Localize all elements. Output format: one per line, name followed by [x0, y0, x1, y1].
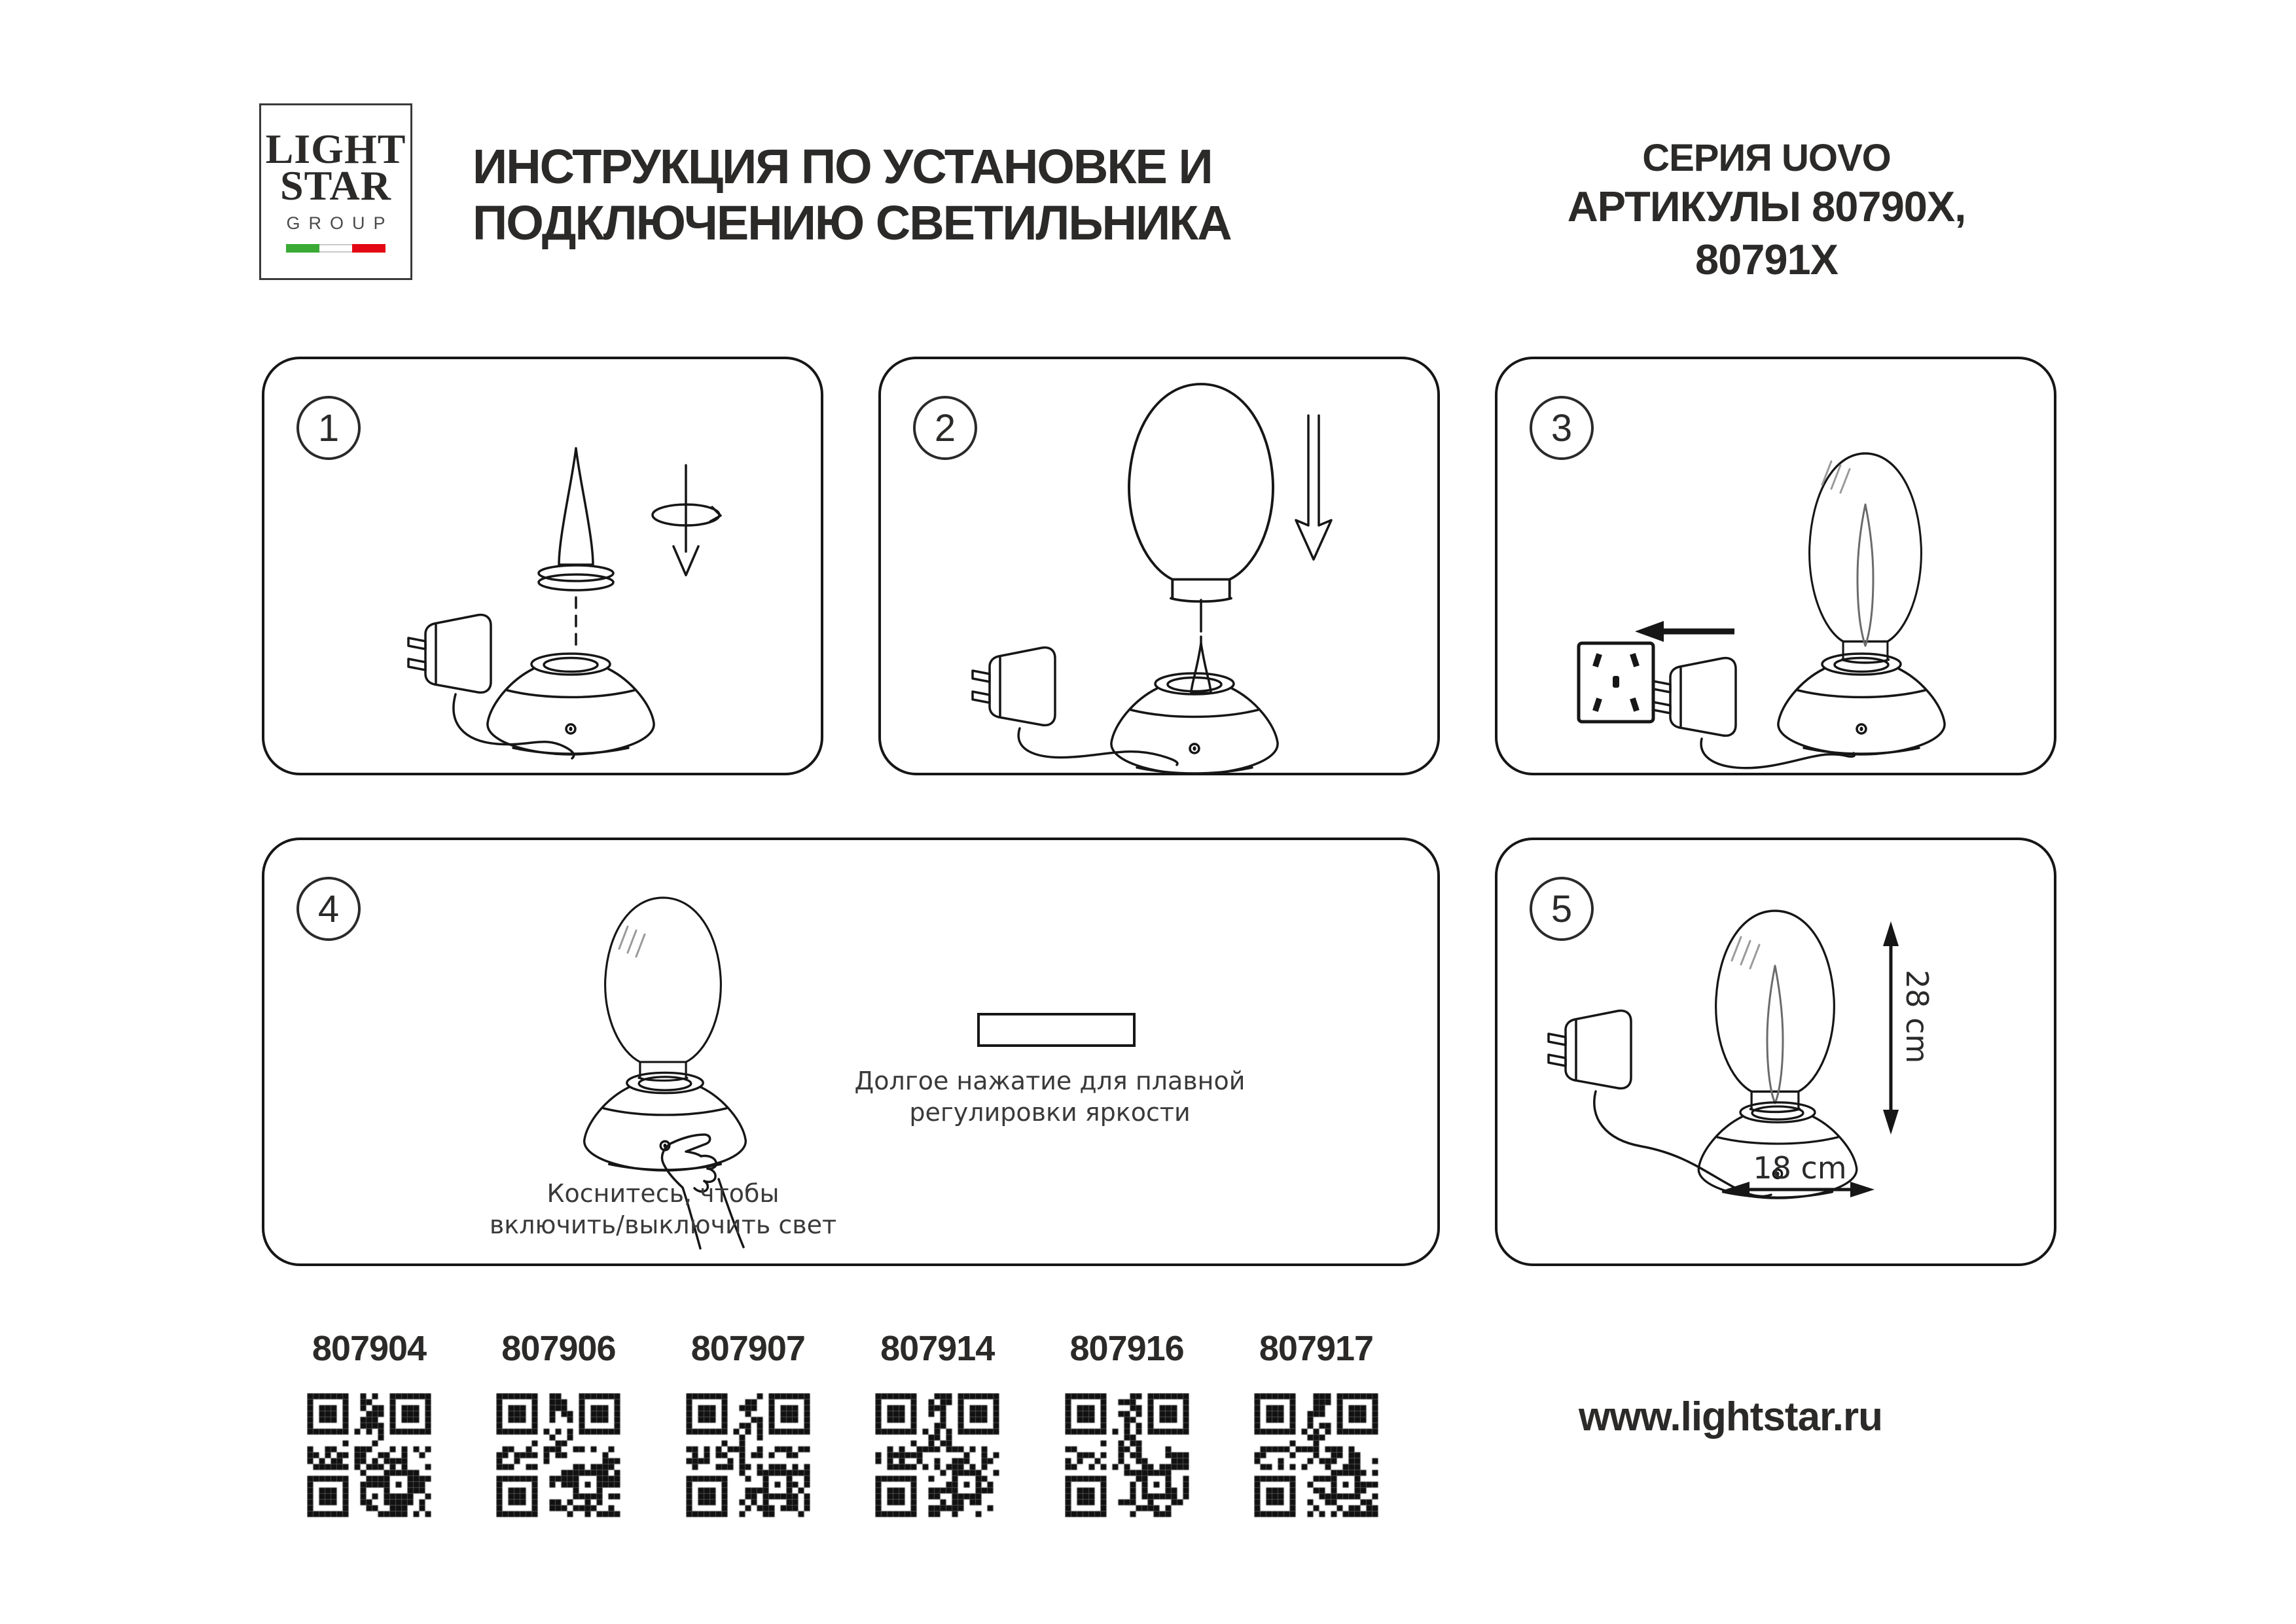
- articles-line-2: 80791X: [1695, 236, 1839, 283]
- lightstar-logo: [259, 103, 412, 280]
- touch-caption-line-2: включить/выключить свет: [489, 1210, 837, 1239]
- step-badge-4: [296, 877, 361, 941]
- touch-caption-line-1: Коснитесь, чтобы: [547, 1179, 780, 1208]
- logo-word-star: STAR: [280, 162, 391, 209]
- step-badge-5: [1530, 877, 1594, 941]
- step-number-1: 1: [317, 406, 340, 450]
- articles-line-1: АРТИКУЛЫ 80790X,: [1567, 183, 1966, 230]
- qr-code-icon: [686, 1393, 810, 1517]
- article-number: 807914: [880, 1329, 995, 1368]
- qr-code-icon: [875, 1393, 999, 1517]
- italian-flag-icon: [286, 244, 386, 253]
- step-number-4: 4: [317, 887, 340, 930]
- series-block: [1536, 137, 1997, 285]
- article-number: 807916: [1069, 1329, 1184, 1368]
- title-line-2: ПОДКЛЮЧЕНИЮ СВЕТИЛЬНИКА: [473, 196, 1231, 250]
- flag-red: [352, 244, 386, 253]
- long-press-caption-line-1: Долгое нажатие для плавной: [854, 1067, 1246, 1095]
- touch-caption: [480, 1178, 846, 1241]
- article-number: 807917: [1259, 1329, 1374, 1368]
- long-press-caption: [853, 1065, 1246, 1128]
- step-panel-4: [262, 838, 1440, 1266]
- article-item-807917: [1254, 1328, 1378, 1517]
- flag-green: [286, 244, 319, 253]
- article-number: 807906: [501, 1329, 616, 1368]
- logo-word-group: GROUP: [286, 213, 394, 234]
- step-number-5: 5: [1551, 887, 1573, 930]
- flag-white: [319, 244, 353, 253]
- title-line-1: ИНСТРУКЦИЯ ПО УСТАНОВКЕ И: [473, 139, 1212, 194]
- qr-code-icon: [496, 1393, 620, 1517]
- article-number: 807904: [312, 1329, 427, 1368]
- website-url: www.lightstar.ru: [1579, 1394, 1882, 1439]
- long-press-button-shape: [977, 1013, 1136, 1047]
- logo-word-light: LIGHT: [265, 125, 406, 172]
- article-number: 807907: [691, 1329, 805, 1368]
- qr-code-icon: [1254, 1393, 1378, 1517]
- article-item-807904: [307, 1328, 431, 1517]
- qr-code-icon: [307, 1393, 431, 1517]
- article-item-807907: [686, 1328, 810, 1517]
- height-dimension-label: 28 cm: [1899, 970, 1935, 1064]
- article-item-807906: [496, 1328, 620, 1517]
- page-title: [473, 139, 1231, 251]
- qr-code-icon: [1065, 1393, 1189, 1517]
- step-number-2: 2: [934, 406, 956, 450]
- long-press-caption-line-2: регулировки яркости: [909, 1098, 1191, 1127]
- step-badge-2: [913, 396, 977, 460]
- step-number-3: 3: [1551, 406, 1573, 450]
- step-badge-1: [296, 396, 361, 460]
- article-item-807916: [1065, 1328, 1189, 1517]
- width-dimension-label: 18 cm: [1753, 1150, 1847, 1186]
- article-item-807914: [875, 1328, 999, 1517]
- series-name: СЕРИЯ UOVO: [1642, 137, 1891, 179]
- step-badge-3: [1530, 396, 1594, 460]
